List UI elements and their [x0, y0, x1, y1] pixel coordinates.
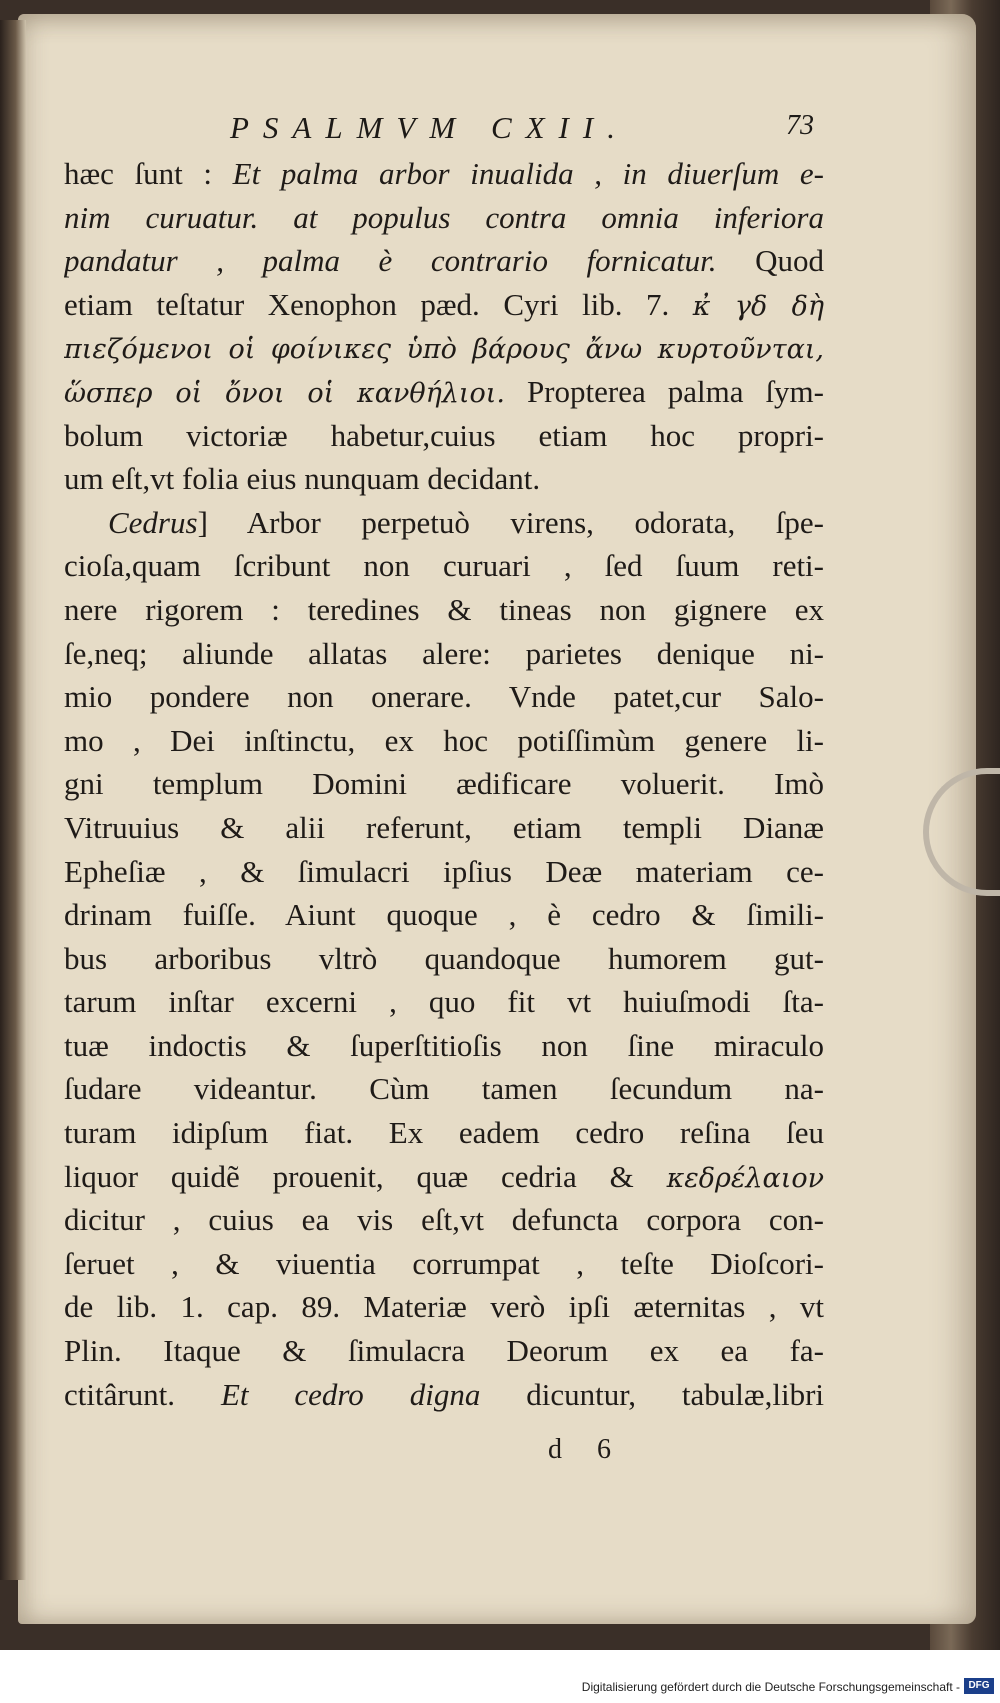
text-line — [64, 719, 824, 763]
text-line — [64, 1155, 824, 1199]
text-line — [64, 762, 824, 806]
text-line — [64, 806, 824, 850]
book-gutter — [0, 20, 26, 1580]
roman-text: etiam teſtatur Xenophon pæd. Cyri lib. 7. — [64, 286, 693, 322]
text-line — [64, 1067, 824, 1111]
greek-text: κ̓ γδ δὴ — [692, 290, 824, 322]
roman-text: um eſt,vt folia eius nunquam decidant. — [64, 461, 541, 497]
text-line — [64, 239, 824, 283]
text-line — [64, 1373, 824, 1417]
roman-text: mo , Dei inſtinctu, ex hoc potiſſimùm genere li- — [64, 722, 824, 758]
text-line — [64, 457, 824, 501]
text-line — [64, 980, 824, 1024]
roman-text: ctitârunt. — [64, 1376, 221, 1412]
roman-text: nere rigorem : teredines & tineas non gignere ex — [64, 591, 824, 627]
italic-text: pandatur , palma è contrario fornicatur. — [64, 243, 717, 279]
italic-text: Cedrus — [108, 504, 198, 540]
greek-text: ὥσπερ οἱ ὄνοι οἱ κανθήλιοι. — [64, 377, 505, 409]
text-line — [64, 283, 824, 327]
text-line — [64, 850, 824, 894]
roman-text: Plin. Itaque & ſimulacra Deorum ex ea fa- — [64, 1333, 824, 1369]
roman-text: bus arboribus vltrò quandoque humorem gut- — [64, 940, 824, 976]
roman-text: ſudare videantur. Cùm tamen ſecundum na- — [64, 1071, 824, 1107]
roman-text: Propterea palma ſym- — [504, 373, 824, 409]
roman-text: Epheſiæ , & ſimulacri ipſius Deæ materiam ce- — [64, 853, 824, 889]
roman-text: dicuntur, tabulæ,libri — [480, 1376, 824, 1412]
text-line — [64, 1329, 824, 1373]
italic-text: Et cedro digna — [220, 1376, 481, 1412]
footer-bar — [0, 1650, 1000, 1703]
text-line — [64, 1242, 824, 1286]
text-line — [64, 326, 824, 370]
roman-text: Quod — [716, 243, 824, 279]
page-number: 73 — [786, 110, 814, 141]
italic-text: nim curuatur. at populus contra omnia inferiora — [64, 199, 824, 235]
roman-text: Vitruuius & alii referunt, etiam templi Dianæ — [64, 809, 824, 845]
dfg-logo: DFG — [964, 1678, 994, 1694]
text-line — [64, 632, 824, 676]
roman-text: hæc ſunt : — [64, 156, 233, 191]
roman-text: gni templum Domini ædificare voluerit. Imò — [64, 766, 824, 802]
roman-text: drinam fuiſſe. Aiunt quoque , è cedro & ſimili- — [64, 897, 824, 933]
roman-text: dicitur , cuius ea vis eſt,vt defuncta corpora con- — [64, 1202, 824, 1238]
text-line — [64, 414, 824, 458]
running-head — [230, 110, 830, 156]
roman-text: bolum victoriæ habetur,cuius etiam hoc propri- — [64, 417, 824, 453]
roman-text: ſeruet , & viuentia corrumpat , teſte Dioſcori- — [64, 1245, 824, 1281]
roman-text: ſe,neq; aliunde allatas alere: parietes denique ni- — [64, 635, 824, 671]
roman-text: cioſa,quam ſcribunt non curuari , ſed ſuum reti- — [64, 548, 824, 584]
text-line — [64, 544, 824, 588]
text-line — [64, 588, 824, 632]
greek-text: κεδρέλαιον — [666, 1162, 824, 1194]
text-line — [64, 196, 824, 240]
text-line — [64, 1024, 824, 1068]
text-line — [64, 675, 824, 719]
roman-text: turam idipſum fiat. Ex eadem cedro reſina ſeu — [64, 1115, 824, 1151]
text-line — [64, 152, 824, 196]
signature-mark: d 6 — [548, 1434, 625, 1465]
text-line — [64, 370, 824, 414]
roman-text: de lib. 1. cap. 89. Materiæ verò ipſi æternitas , vt — [64, 1289, 824, 1325]
roman-text: tuæ indoctis & ſuperſtitioſis non ſine miraculo — [64, 1027, 824, 1063]
text-line — [64, 501, 824, 545]
running-title: PSALMVM CXII. — [230, 110, 629, 145]
roman-text: tarum inſtar excerni , quo fit vt huiuſmodi ſta- — [64, 984, 824, 1020]
body-text — [64, 152, 824, 1416]
text-line — [64, 1285, 824, 1329]
text-line — [64, 893, 824, 937]
roman-text: liquor quidẽ prouenit, quæ cedria & — [64, 1158, 667, 1194]
digitization-credit: Digitalisierung gefördert durch die Deutsche Forschungsgemeinschaft - — [581, 1680, 960, 1694]
text-line — [64, 937, 824, 981]
text-line — [64, 1111, 824, 1155]
greek-text: πιεζόμενοι οἱ φοίνικες ὑπὸ βάρους ἄνω κυρτοῦνται, — [64, 334, 824, 366]
roman-text: ] Arbor perpetuò virens, odorata, ſpe- — [197, 504, 824, 540]
text-line — [64, 1198, 824, 1242]
roman-text: mio pondere non onerare. Vnde patet,cur Salo- — [64, 679, 824, 715]
italic-text: Et palma arbor inualida , in diuerſum e- — [232, 156, 824, 191]
